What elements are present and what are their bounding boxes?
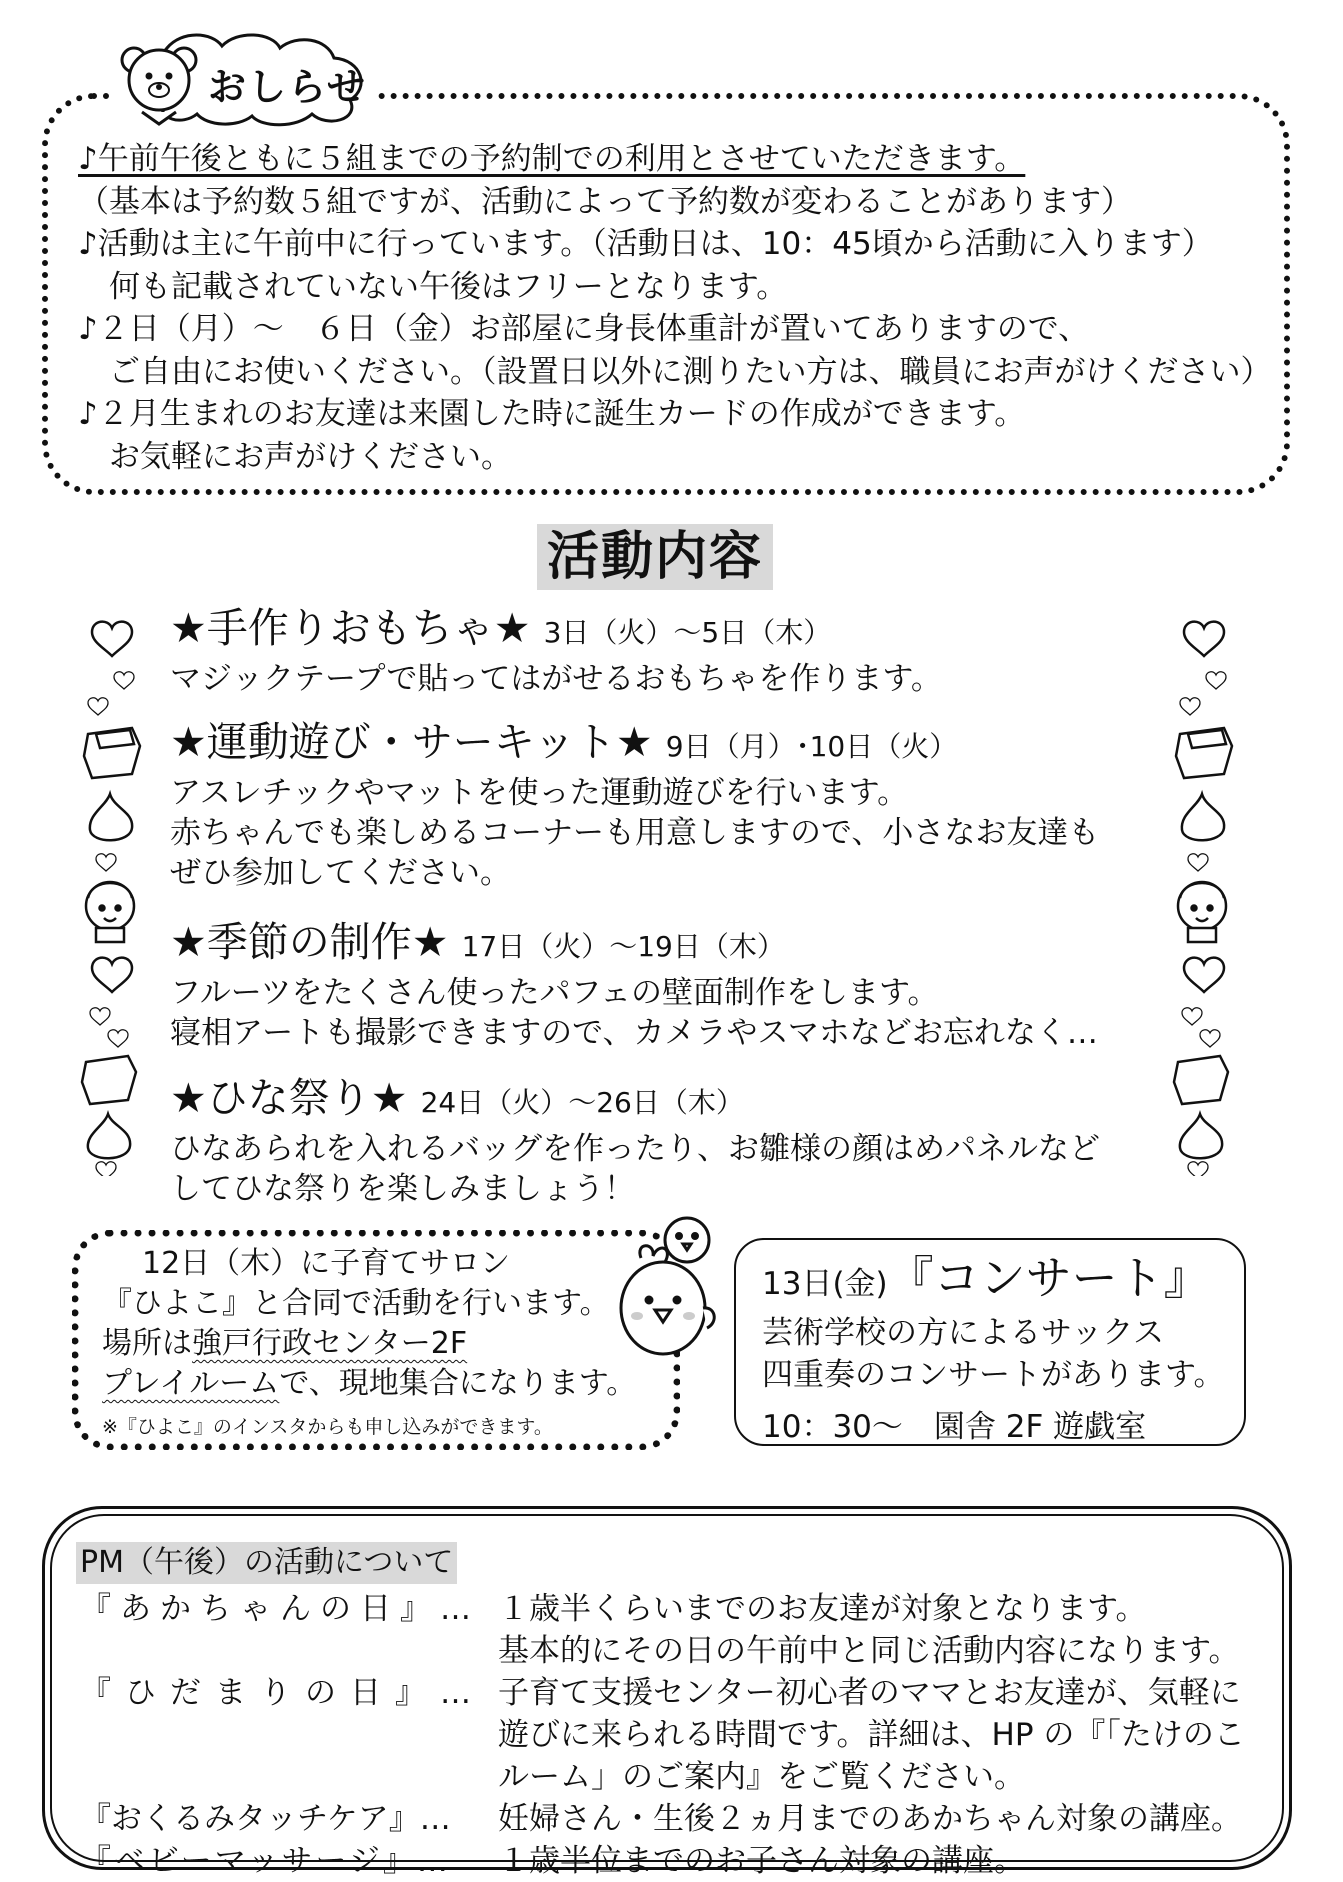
concert-text [762,1250,1232,1448]
salon-note: ※『ひよこ』のインスタからも申し込みができます。 [102,1416,553,1438]
notice-line: ご自由にお使いください。（設置日以外に測りたい方は、職員にお声がけください） [78,353,1272,390]
pm-heading: PM（午後）の活動について [76,1542,457,1584]
activity-item [170,916,1150,1053]
salon-place: プレイルーム [102,1366,280,1401]
notice-line: ♪２月生まれのお友達は来園した時に誕生カードの作成ができます。 [78,396,1026,432]
pm-item-label: 『ベビーマッサージ』… [80,1843,451,1879]
activity-desc: 寝相アートも撮影できますので、カメラやスマホなどお忘れなく… [170,1015,1098,1051]
activity-title: ★季節の制作★ [170,918,449,966]
pm-item-desc: 子育て支援センター初心者のママとお友達が、気軽に [498,1675,1241,1711]
activity-title: ★手作りおもちゃ★ [170,604,531,652]
salon-line: 『ひよこ』と合同で活動を行います。 [102,1286,610,1321]
salon-line: プレイルームで、現地集合になります。 [102,1366,637,1401]
pm-item-label: 『あかちゃんの日』… [80,1591,480,1627]
salon-line: 場所は強戸行政センター2F [102,1326,468,1361]
notice-title: おしらせ [208,64,367,109]
activity-date: 17日（火）～19日（木） [461,930,785,963]
notice-line: ♪午前午後ともに５組までの予約制での利用とさせていただきます。 [78,141,1026,177]
concert-time: 10：30～ 園舎 2F 遊戯室 [762,1409,1147,1445]
notice-line: （基本は予約数５組ですが、活動によって予約数が変わることがあります） [78,183,1132,220]
pm-item-desc: １歳半位までのお子さん対象の講座。 [498,1843,1025,1879]
pm-item-desc: 妊婦さん・生後２ヵ月までのあかちゃん対象の講座。 [498,1801,1242,1837]
concert-line: 芸術学校の方によるサックス [762,1315,1165,1351]
concert-title: 『コンサート』 [887,1251,1210,1305]
activity-desc: ぜひ参加してください。 [170,855,511,891]
pm-item-label: 『おくるみタッチケア』… [80,1801,451,1837]
pm-item-desc: １歳半くらいまでのお友達が対象となります。 [498,1591,1147,1627]
right-decoration-column [1170,616,1250,1176]
salon-place: 強戸行政センター2F [192,1326,468,1361]
activity-date: 9日（月）･10日（火） [665,730,958,763]
notice-line: ♪２日（月）～ ６日（金）お部屋に身長体重計が置いてありますので、 [78,311,1090,347]
salon-text [102,1244,682,1442]
activity-date: 3日（火）～5日（木） [543,616,832,649]
activity-title: ★ひな祭り★ [170,1074,408,1122]
notice-title-badge [112,28,377,128]
chick-icon [615,1212,727,1360]
pm-item-desc: 遊びに来られる時間です。詳細は、HP の『「たけのこ [498,1717,1245,1753]
activity-desc: してひな祭りを楽しみましょう！ [170,1171,635,1207]
notice-lines [78,138,1288,478]
left-decoration-column [78,616,158,1176]
pm-item-desc: 基本的にその日の午前中と同じ活動内容になります。 [498,1633,1240,1669]
activity-desc: アスレチックやマットを使った運動遊びを行います。 [170,775,909,811]
activity-title: ★運動遊び・サーキット★ [170,718,653,766]
activity-desc: マジックテープで貼ってはがせるおもちゃを作ります。 [170,661,942,697]
activity-desc: ひなあられを入れるバッグを作ったり、お雛様の顔はめパネルなど [170,1131,1100,1167]
activities-heading: 活動内容 [537,524,773,590]
activity-item [170,602,1150,699]
activity-desc: 赤ちゃんでも楽しめるコーナーも用意しますので、小さなお友達も [170,815,1100,851]
activity-desc: フルーツをたくさん使ったパフェの壁面制作をします。 [170,975,939,1011]
salon-line: 12日（木）に子育てサロン [142,1246,511,1281]
notice-line: お気軽にお声がけください。 [78,438,512,475]
activity-item [170,716,1150,893]
concert-date: 13日(金) [762,1266,888,1302]
activity-item [170,1072,1150,1209]
notice-line: ♪活動は主に午前中に行っています。（活動日は、10：45頃から活動に入ります） [78,226,1213,262]
pm-item-desc: ルーム」のご案内』をご覧ください。 [498,1759,1025,1795]
concert-line: 四重奏のコンサートがあります。 [762,1357,1225,1393]
pm-item-label: 『ひだまりの日』… [80,1675,485,1711]
notice-line: 何も記載されていない午後はフリーとなります。 [78,268,788,305]
activity-date: 24日（火）～26日（木） [420,1086,744,1119]
